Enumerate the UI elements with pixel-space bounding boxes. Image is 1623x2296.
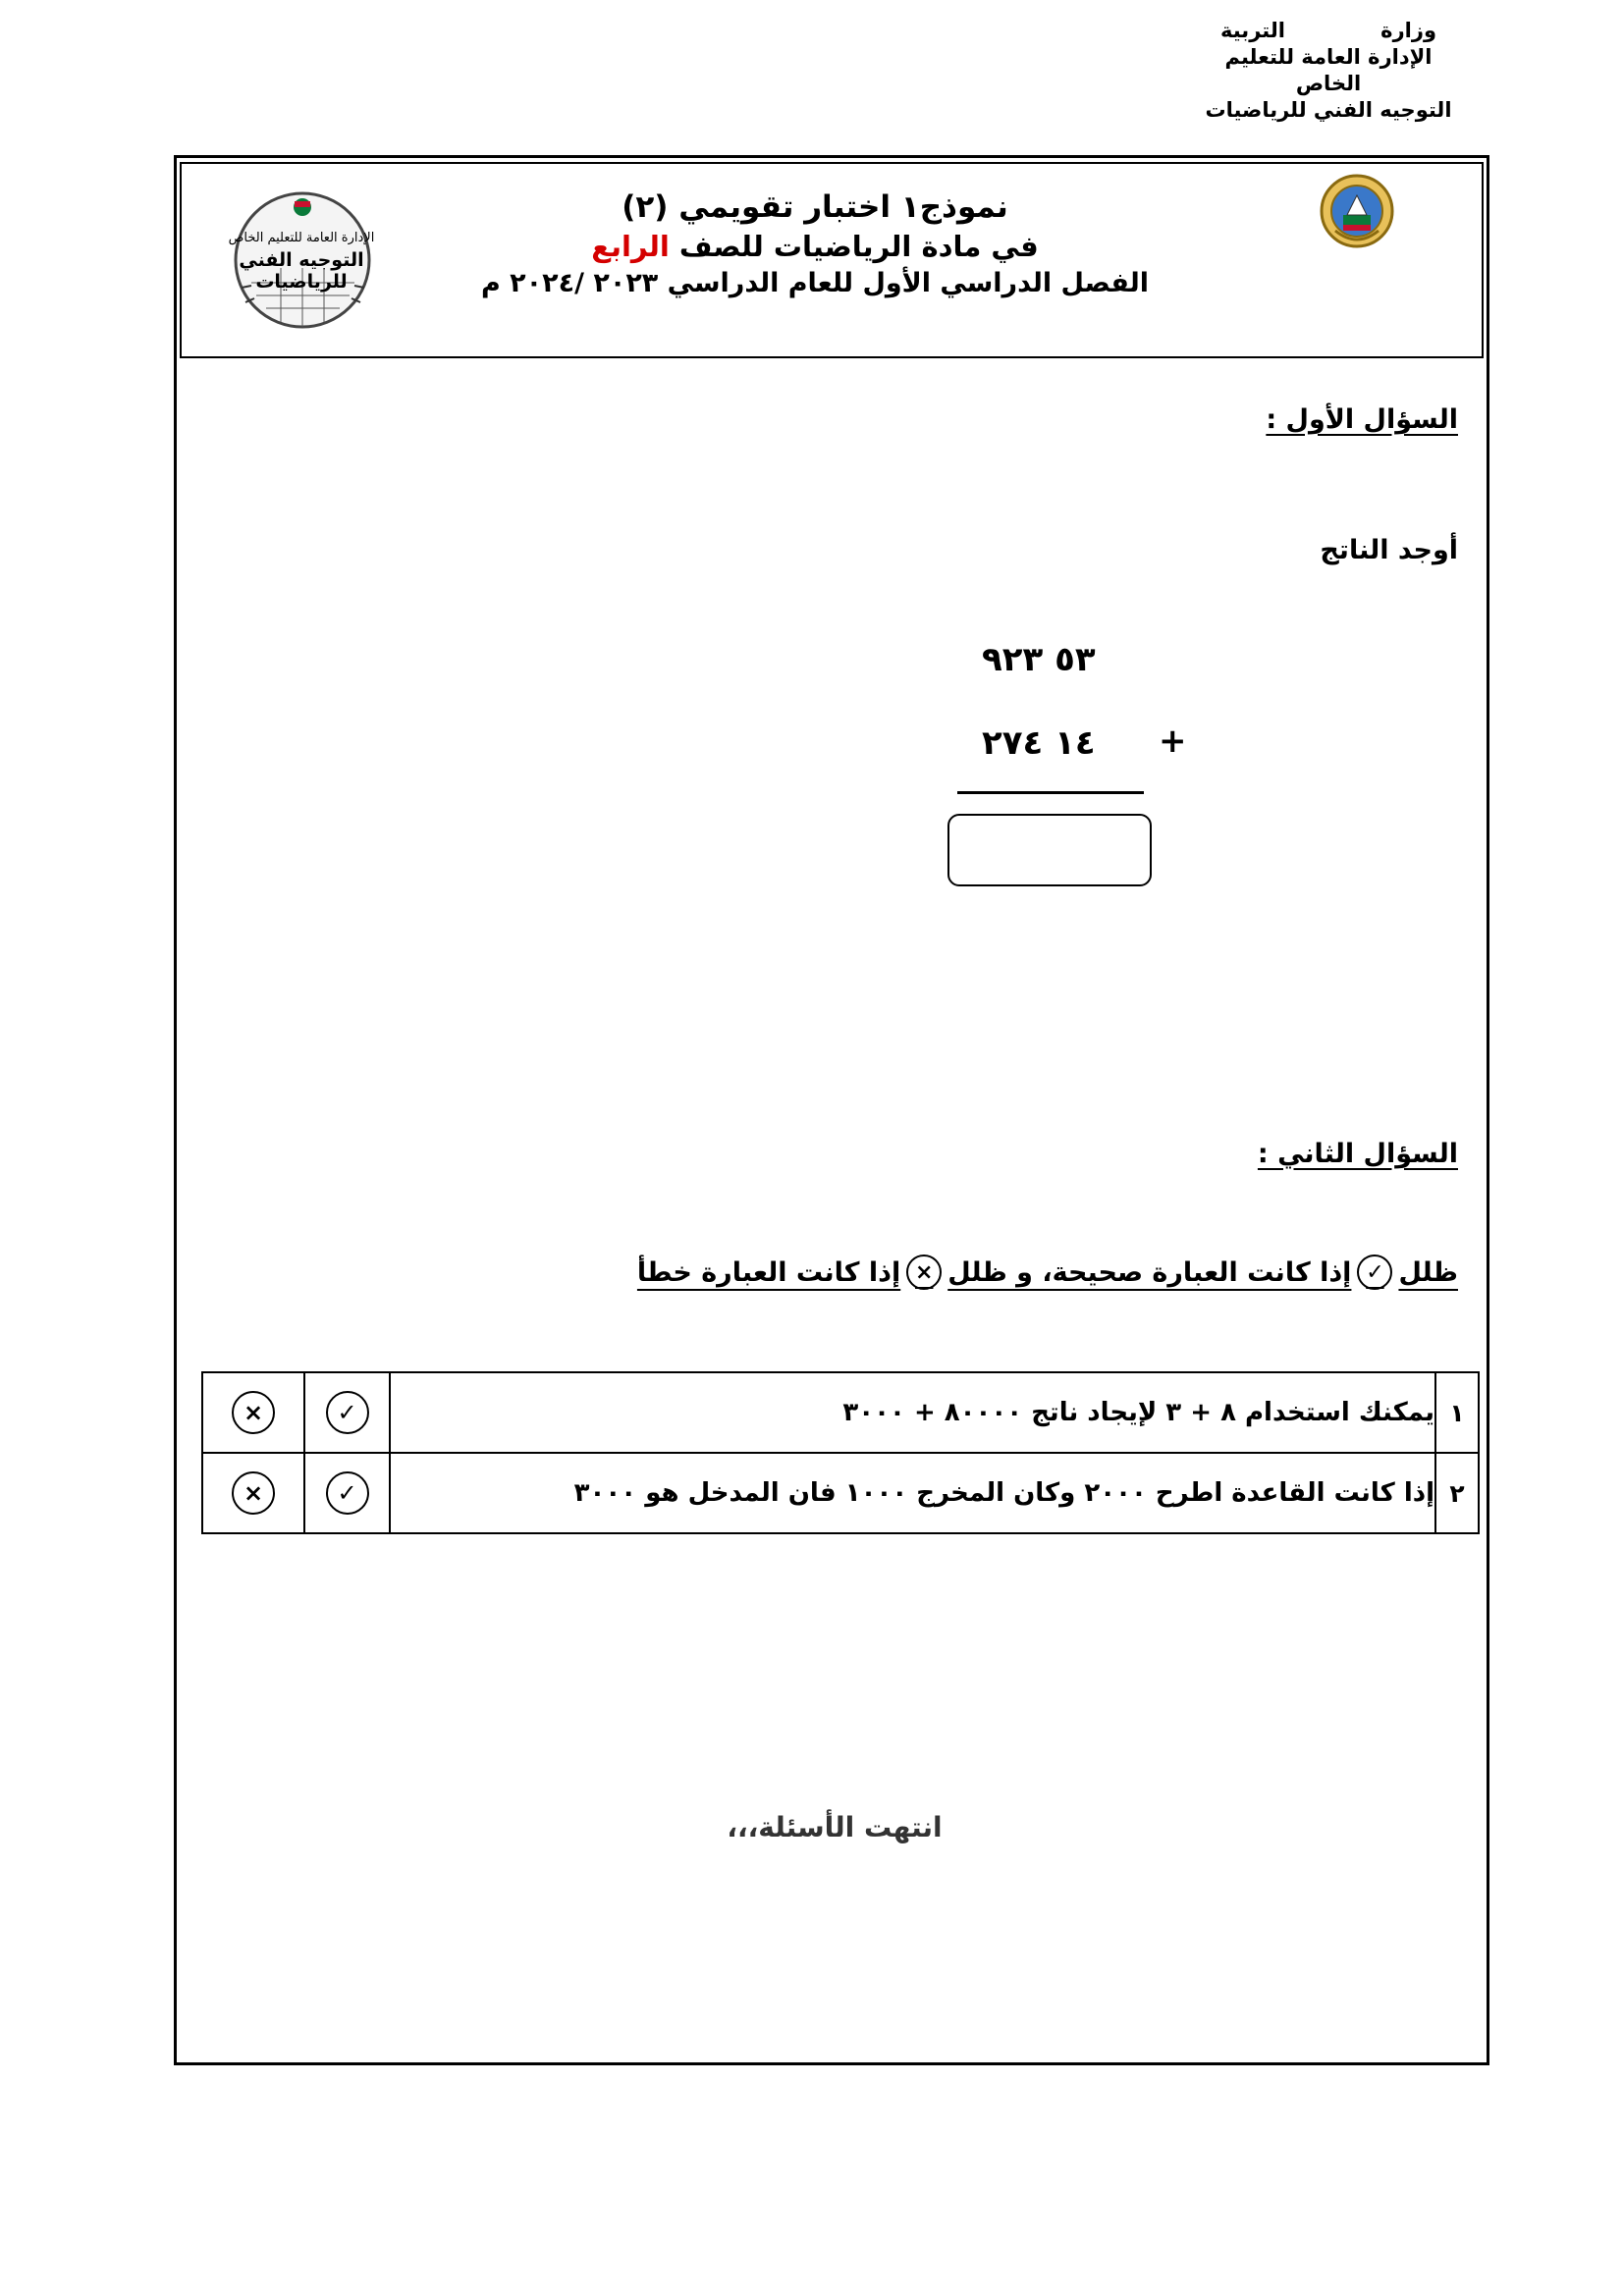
addend2: ١٤ ٢٧٤ bbox=[982, 723, 1096, 763]
statement-text: يمكنك استخدام ٨ + ٣ لإيجاد ناتج ٨٠٠٠٠ + ٣٠٠٠ bbox=[390, 1372, 1435, 1453]
instr-true-text: إذا كانت العبارة صحيحة، و ظلل bbox=[947, 1256, 1352, 1288]
grade-label: الرابع bbox=[591, 230, 670, 263]
cross-option-icon[interactable]: × bbox=[232, 1471, 275, 1515]
check-circle-icon: ✓ bbox=[1357, 1255, 1392, 1290]
semester-line: الفصل الدراسي الأول للعام الدراسي ٢٠٢٣ /٢٠٢٤ م bbox=[480, 268, 1150, 298]
row-number: ٢ bbox=[1435, 1453, 1479, 1533]
check-option-icon[interactable]: ✓ bbox=[326, 1471, 369, 1515]
logo-main-text: التوجيه الفني للرياضيات bbox=[239, 249, 364, 293]
kuwait-emblem-icon bbox=[1318, 172, 1396, 250]
statement-text: إذا كانت القاعدة اطرح ٢٠٠٠ وكان المخرج ١٠٠٠ فان المدخل هو ٣٠٠٠ bbox=[390, 1453, 1435, 1533]
plus-operator: + bbox=[1159, 721, 1187, 761]
question1-title: السؤال الأول : bbox=[1266, 404, 1458, 435]
ministry-word1: وزارة bbox=[1380, 19, 1436, 42]
check-cell bbox=[304, 1453, 390, 1533]
ministry-line3: التوجيه الفني للرياضيات bbox=[1205, 98, 1452, 122]
row-number: ١ bbox=[1435, 1372, 1479, 1453]
ministry-line2: الإدارة العامة للتعليم الخاص bbox=[1224, 45, 1433, 95]
table-row bbox=[202, 1372, 1479, 1453]
cross-cell bbox=[202, 1453, 304, 1533]
check-cell bbox=[304, 1372, 390, 1453]
sum-line bbox=[957, 791, 1144, 794]
addend1: ٥٣ ٩٢٣ bbox=[982, 640, 1096, 679]
exam-title: نموذج١ اختبار تقويمي (٢) bbox=[622, 189, 1008, 225]
ministry-block bbox=[1201, 18, 1456, 124]
page-frame bbox=[174, 155, 1489, 2065]
question1-instruction: أوجد الناتج bbox=[1320, 535, 1458, 565]
check-option-icon[interactable]: ✓ bbox=[326, 1391, 369, 1434]
exam-title-block bbox=[471, 187, 1159, 302]
math-logo-text bbox=[208, 228, 395, 293]
answer-box[interactable] bbox=[947, 814, 1152, 886]
subject-line bbox=[471, 228, 1159, 265]
end-of-questions: انتهت الأسئلة،،، bbox=[727, 1811, 943, 1843]
cross-circle-icon: × bbox=[906, 1255, 942, 1290]
ministry-word2: التربية bbox=[1220, 19, 1285, 42]
subject-prefix: في مادة الرياضيات للصف bbox=[678, 230, 1039, 263]
cross-cell bbox=[202, 1372, 304, 1453]
table-row bbox=[202, 1453, 1479, 1533]
true-false-table bbox=[201, 1371, 1480, 1534]
instr-shade-1: ظلل bbox=[1398, 1256, 1458, 1288]
instr-false-text: إذا كانت العبارة خطأ bbox=[636, 1256, 901, 1288]
question2-title: السؤال الثاني : bbox=[1257, 1139, 1458, 1169]
logo-small-text: الإدارة العامة للتعليم الخاص bbox=[228, 231, 375, 245]
cross-option-icon[interactable]: × bbox=[232, 1391, 275, 1434]
question2-instruction bbox=[637, 1255, 1458, 1290]
